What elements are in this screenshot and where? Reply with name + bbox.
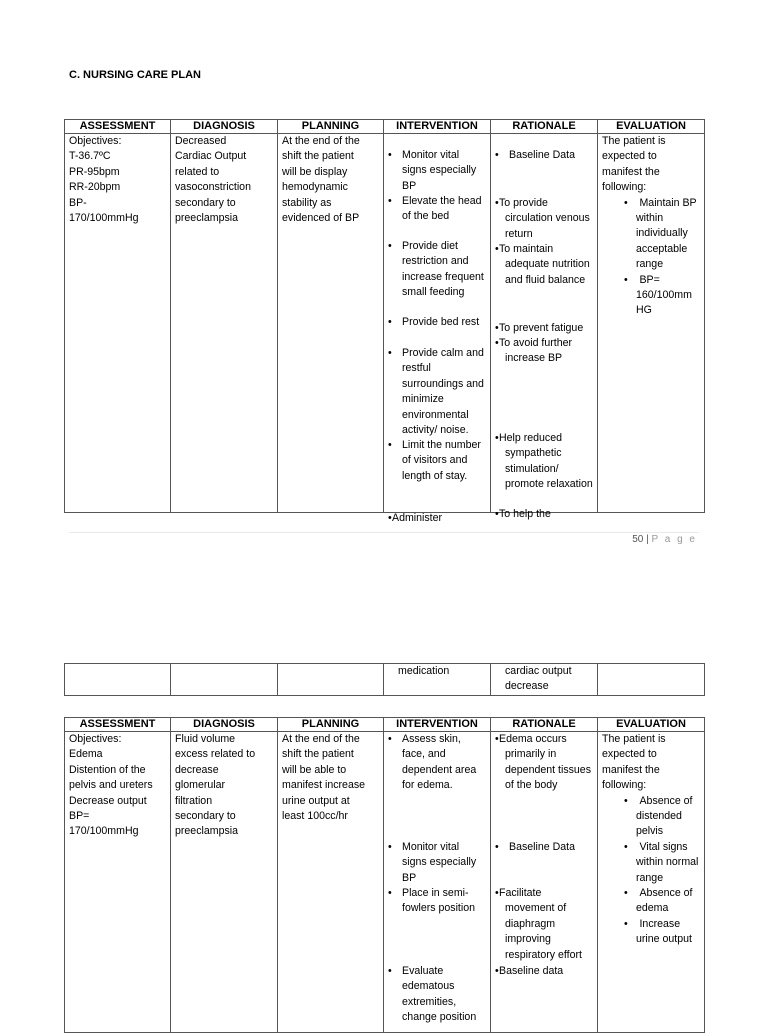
evaluation-line: manifest the — [602, 165, 660, 178]
assessment-line: Decrease output — [69, 794, 147, 807]
intervention-text: Administer — [392, 512, 443, 524]
list-item: • Provide calm and restful surroundings and minimize environmental activity/ noise. — [388, 346, 486, 438]
rationale-text: Baseline data — [499, 965, 564, 977]
assessment-line: PR-95bpm — [69, 165, 120, 178]
assessment-line: pelvis and ureters — [69, 779, 153, 792]
list-item: • To maintain adequate nutrition and fluid balance — [495, 242, 593, 288]
list-item: • To avoid further increase BP — [495, 336, 593, 367]
planning-cell — [278, 664, 384, 696]
assessment-line: BP- — [69, 196, 87, 209]
intervention-cell — [384, 134, 491, 524]
planning-line: will be display — [282, 165, 348, 178]
intervention-text: Provide bed rest — [402, 316, 480, 328]
rationale-cell — [491, 664, 598, 696]
diagnosis-line: secondary to — [175, 810, 236, 823]
planning-line: urine output at — [282, 794, 350, 807]
evaluation-item-text: Absence of edema — [636, 887, 693, 915]
assessment-line: Edema — [69, 748, 103, 761]
rationale-text: To help the — [499, 508, 551, 520]
diagnosis-line: secondary to — [175, 196, 236, 209]
list-item: • Help reduced sympathetic stimulation/ promote relaxation — [495, 431, 593, 493]
assessment-line: 170/100mmHg — [69, 212, 139, 225]
table-row — [65, 732, 705, 1033]
list-item: • Baseline data — [495, 964, 593, 979]
diagnosis-line: preeclampsia — [175, 825, 239, 838]
diagnosis-line: preeclampsia — [175, 212, 239, 225]
table-row — [65, 664, 705, 696]
diagnosis-line: related to — [175, 165, 220, 178]
list-item: • Administer — [388, 511, 486, 526]
planning-cell — [278, 732, 384, 1033]
rationale-cell — [491, 732, 598, 1033]
footer-divider — [69, 532, 699, 533]
diagnosis-cell — [171, 134, 278, 513]
diagnosis-cell — [171, 732, 278, 1033]
planning-line: least 100cc/hr — [282, 810, 348, 823]
table-row — [65, 134, 705, 513]
header-diagnosis: DIAGNOSIS — [171, 120, 278, 134]
page-number — [632, 534, 697, 545]
list-item: • Assess skin, face, and dependent area for edema. — [388, 732, 486, 794]
intervention-text: Place in semi-fowlers position — [402, 887, 476, 915]
care-plan-table-2 — [64, 717, 705, 1033]
evaluation-item-text: Vital signs within normal range — [636, 840, 699, 884]
assessment-line: Objectives: — [69, 135, 122, 147]
intervention-text: Monitor vital signs especially BP — [402, 841, 477, 884]
evaluation-line: following: — [602, 779, 647, 792]
header-row — [65, 718, 705, 732]
evaluation-cell — [598, 134, 705, 513]
header-rationale: RATIONALE — [491, 718, 598, 732]
assessment-line: T-36.7ºC — [69, 150, 111, 163]
evaluation-item-text: Absence of distended pelvis — [636, 794, 693, 838]
list-item: • Place in semi-fowlers position — [388, 886, 486, 917]
list-item: • Provide bed rest — [388, 315, 486, 330]
rationale-text: Help reduced sympathetic stimulation/ promote relaxation — [499, 432, 593, 491]
planning-line: evidenced of BP — [282, 212, 360, 225]
intervention-text: Limit the number of visitors and length of stay. — [402, 439, 481, 482]
assessment-line: 170/100mmHg — [69, 825, 139, 838]
page-separator: | — [646, 534, 649, 545]
intervention-cell — [384, 664, 491, 696]
rationale-text: Baseline Data — [509, 149, 575, 161]
intervention-cell — [384, 732, 491, 1033]
list-item: • Baseline Data — [495, 840, 593, 855]
header-diagnosis: DIAGNOSIS — [171, 718, 278, 732]
planning-line: shift the patient — [282, 748, 354, 761]
diagnosis-line: filtration — [175, 794, 213, 807]
section-heading: C. NURSING CARE PLAN — [69, 69, 202, 81]
list-item: • Monitor vital signs especially BP — [388, 148, 486, 194]
rationale-text: Edema occurs primarily in dependent tissues of the body — [499, 733, 591, 792]
intervention-text: Monitor vital signs especially BP — [402, 149, 477, 192]
list-item: • Vital signs within normal range — [624, 840, 699, 884]
diagnosis-line: Decreased — [175, 135, 227, 147]
header-planning: PLANNING — [278, 120, 384, 134]
list-item: • To prevent fatigue — [495, 321, 593, 336]
evaluation-line: manifest the — [602, 763, 660, 776]
diagnosis-line: excess related to — [175, 748, 256, 761]
intervention-text: medication — [398, 665, 450, 677]
assessment-cell — [65, 732, 171, 1033]
assessment-line: RR-20bpm — [69, 181, 121, 194]
evaluation-item-text: BP= 160/100mm HG — [636, 273, 692, 317]
evaluation-line: The patient is — [602, 733, 666, 745]
header-rationale: RATIONALE — [491, 120, 598, 134]
list-item: • Increase urine output — [624, 917, 692, 946]
list-item: • Absence of edema — [624, 887, 693, 915]
diagnosis-cell — [171, 664, 278, 696]
diagnosis-line: Fluid volume — [175, 733, 236, 745]
rationale-text: To maintain adequate nutrition and fluid balance — [499, 243, 590, 286]
planning-cell — [278, 134, 384, 513]
header-intervention: INTERVENTION — [384, 120, 491, 134]
planning-line: stability as — [282, 196, 332, 209]
assessment-cell — [65, 664, 171, 696]
evaluation-cell — [598, 664, 705, 696]
evaluation-line: following: — [602, 181, 647, 194]
planning-line: At the end of the — [282, 135, 360, 147]
list-item: • Limit the number of visitors and length of stay. — [388, 438, 486, 484]
list-item: • Provide diet restriction and increase frequent small feeding — [388, 239, 486, 301]
planning-line: At the end of the — [282, 733, 360, 745]
list-item: • Maintain BP within individually acceptable range — [624, 196, 697, 271]
evaluation-line: The patient is — [602, 135, 666, 147]
assessment-line: Objectives: — [69, 733, 122, 745]
diagnosis-line: vasoconstriction — [175, 181, 251, 194]
evaluation-item-text: Maintain BP within individually acceptable range — [636, 196, 697, 271]
planning-line: hemodynamic — [282, 181, 348, 194]
rationale-text: To prevent fatigue — [499, 322, 584, 334]
header-planning: PLANNING — [278, 718, 384, 732]
assessment-cell — [65, 134, 171, 513]
evaluation-line: expected to — [602, 748, 657, 761]
list-item: • Absence of distended pelvis — [624, 794, 693, 838]
rationale-text: To provide circulation venous return — [499, 197, 590, 240]
header-row — [65, 120, 705, 134]
intervention-text: Elevate the head of the bed — [402, 195, 482, 223]
header-evaluation: EVALUATION — [598, 120, 705, 134]
diagnosis-line: Cardiac Output — [175, 150, 247, 163]
intervention-text: Assess skin, face, and dependent area for edema. — [402, 733, 477, 792]
care-plan-table-1 — [64, 119, 705, 524]
evaluation-line: expected to — [602, 150, 657, 163]
list-item: • To provide circulation venous return — [495, 196, 593, 242]
header-evaluation: EVALUATION — [598, 718, 705, 732]
list-item: • Evaluate edematous extremities, change position — [388, 964, 486, 1026]
rationale-line: cardiac output — [505, 665, 572, 677]
list-item: • Monitor vital signs especially BP — [388, 840, 486, 886]
list-item: • BP= 160/100mm HG — [624, 273, 692, 317]
rationale-text: Baseline Data — [509, 841, 575, 853]
diagnosis-line: decrease — [175, 763, 219, 776]
list-item: • Elevate the head of the bed — [388, 194, 486, 225]
planning-line: manifest increase — [282, 779, 366, 792]
evaluation-item-text: Increase urine output — [636, 917, 692, 946]
evaluation-cell — [598, 732, 705, 1033]
diagnosis-line: glomerular — [175, 779, 226, 792]
header-assessment: ASSESSMENT — [65, 718, 171, 732]
planning-line: shift the patient — [282, 150, 354, 163]
rationale-text: Facilitate movement of diaphragm improving respiratory effort — [499, 887, 582, 961]
page-number-value: 50 — [632, 534, 644, 545]
page-label: P a g e — [651, 534, 697, 545]
care-plan-table-continuation — [64, 663, 705, 696]
list-item: • To help the — [495, 507, 593, 522]
header-intervention: INTERVENTION — [384, 718, 491, 732]
rationale-text: To avoid further increase BP — [499, 337, 573, 365]
intervention-text: Evaluate edematous extremities, change position — [402, 965, 477, 1024]
planning-line: will be able to — [282, 763, 347, 776]
assessment-line: Distention of the — [69, 763, 146, 776]
rationale-line: decrease — [505, 680, 549, 693]
assessment-line: BP= — [69, 810, 90, 823]
list-item: • Edema occurs primarily in dependent tissues of the body — [495, 732, 593, 794]
list-item: • Baseline Data — [495, 148, 593, 163]
intervention-text: Provide diet restriction and increase frequent small feeding — [402, 240, 484, 299]
rationale-cell — [491, 134, 598, 520]
intervention-text: Provide calm and restful surroundings and minimize environmental activity/ noise. — [402, 347, 484, 437]
list-item: • Facilitate movement of diaphragm improving respiratory effort — [495, 886, 593, 963]
header-assessment: ASSESSMENT — [65, 120, 171, 134]
